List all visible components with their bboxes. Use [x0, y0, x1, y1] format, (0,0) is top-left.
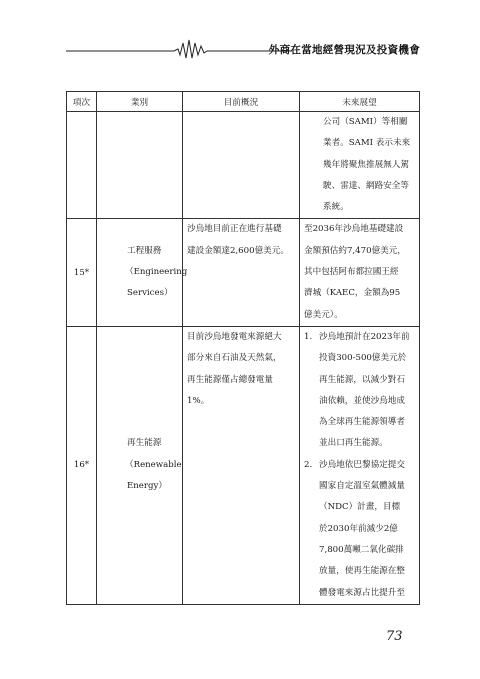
text-line: 目前沙烏地發電來源絕大: [187, 331, 282, 342]
text-line: 幾年將聚焦推展無人駕: [323, 159, 409, 170]
text-line: 沙烏地預計在2023年前: [319, 331, 410, 342]
list-item: [304, 327, 415, 455]
category-line: 工程服務: [127, 245, 162, 256]
text-line: 體發電來源占比提升至: [319, 587, 405, 598]
category-line: Services）: [127, 288, 173, 299]
text-line: 國家自定溫室氣體減量: [319, 481, 405, 492]
text-line: 再生能源僅占總發電量: [187, 374, 273, 385]
number-cell-empty: [67, 112, 97, 219]
row-number: 15*: [67, 219, 97, 326]
future-cell: [300, 326, 420, 604]
column-header-category: 業別: [97, 92, 183, 112]
text-line: 7,800萬噸二氧化碳排: [319, 544, 404, 555]
text-line: 並出口再生能源。: [319, 438, 388, 449]
category-line: Energy）: [127, 481, 167, 492]
industry-table: [66, 91, 420, 605]
category-line: （Renewable: [125, 459, 182, 470]
category-cell: [97, 326, 183, 604]
text-line: 為全球再生能源領導者: [319, 417, 405, 428]
category-line: 再生能源: [127, 438, 162, 449]
category-cell-empty: [97, 112, 183, 219]
text-line: 建設金額達2,600億美元。: [187, 245, 289, 256]
category-line: （Engineering: [125, 267, 188, 278]
category-cell: [97, 219, 188, 326]
table-row-16: [67, 326, 420, 604]
table-row-15: [67, 219, 420, 326]
text-line: （NDC）計畫，目標: [319, 502, 401, 513]
text-line: 公司（SAMI）等相關: [323, 117, 408, 127]
column-header-number: 項次: [67, 92, 97, 112]
text-line: 1%。: [187, 395, 210, 406]
text-line: 部分來自石油及天然氣，: [187, 353, 282, 364]
text-line: 系統。: [323, 202, 349, 213]
text-line: 沙烏地目前正在進行基礎: [187, 224, 282, 235]
text-line: 業者。SAMI 表示未來: [323, 138, 411, 149]
future-cell: [300, 219, 420, 326]
text-line: 濟城（KAEC，金額為95: [304, 288, 401, 299]
text-line: 沙烏地依巴黎協定提交: [319, 459, 405, 470]
table-row-continuation: [67, 112, 420, 219]
header-title: 外商在當地經營現況及投資機會: [268, 44, 420, 56]
text-line: 油依賴，並使沙烏地成: [319, 395, 405, 406]
status-cell-empty: [183, 112, 300, 219]
list-item-number: 2.: [304, 459, 313, 470]
column-header-future: 未來展望: [300, 92, 420, 112]
text-line: 金額預估約7,470億美元，: [304, 245, 406, 256]
text-line: 於2030年前減少2億: [319, 523, 398, 534]
list-item-number: 1.: [304, 331, 313, 342]
text-line: 至2036年沙烏地基礎建設: [304, 224, 404, 235]
status-cell: [183, 326, 300, 604]
text-line: 億美元）。: [304, 309, 343, 320]
future-cell: [300, 112, 420, 219]
list-item: [304, 455, 415, 604]
text-line: 再生能源，以減少對石: [319, 374, 405, 385]
column-header-status: 目前概況: [183, 92, 300, 112]
text-line: 其中包括阿布都拉國王經: [304, 267, 399, 278]
status-cell: [183, 219, 300, 326]
text-line: 駛、雷達、網路安全等: [323, 180, 409, 191]
table-header-row: [67, 92, 420, 112]
text-line: 投資300-500億美元於: [319, 353, 407, 364]
row-number: 16*: [67, 326, 97, 604]
page-header: [66, 36, 420, 62]
text-line: 放量，使再生能源在整: [319, 566, 405, 577]
page-number: 73: [386, 629, 403, 644]
waveform-ornament: [66, 36, 296, 62]
